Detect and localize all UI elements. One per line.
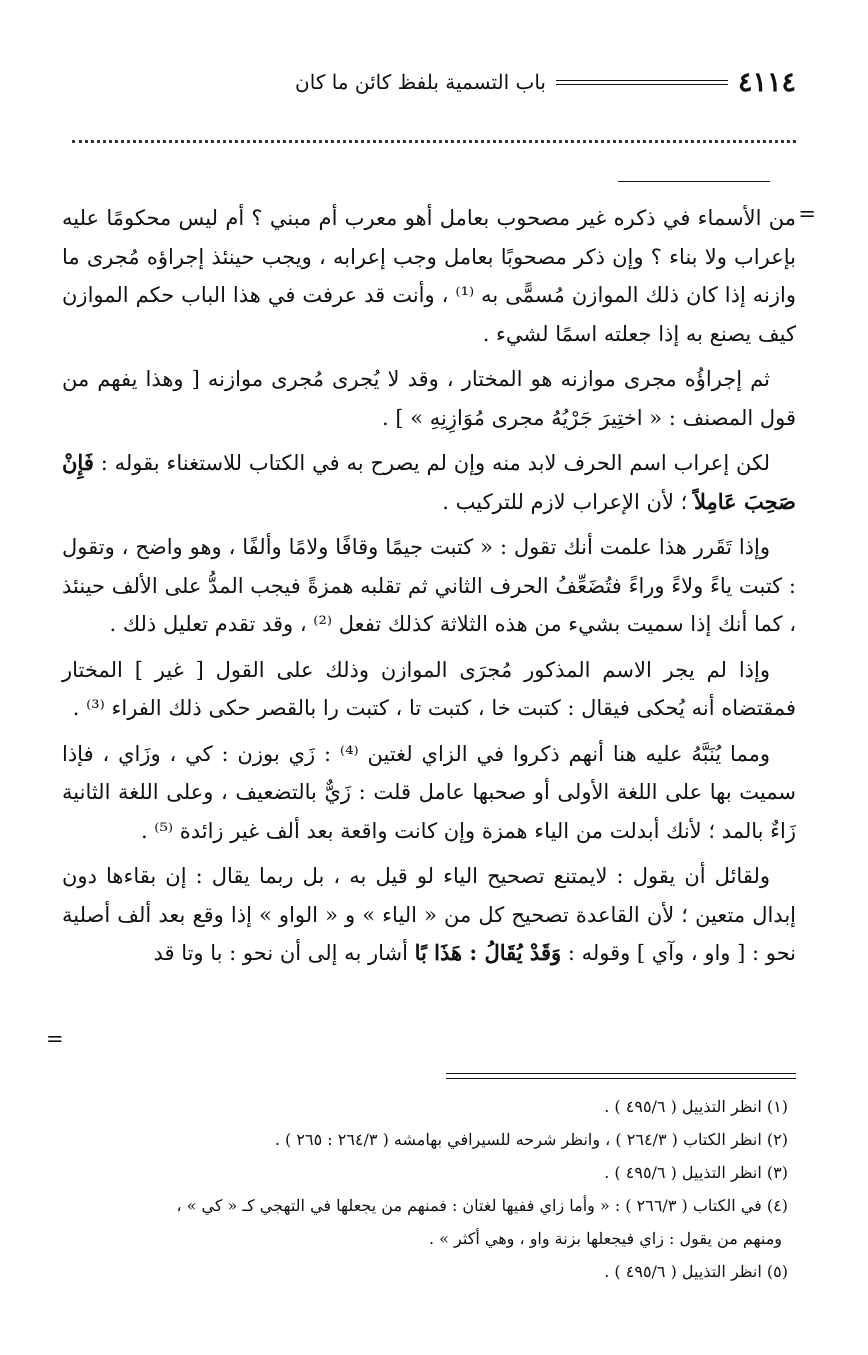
footnote: (٣) انظر التذييل ( ٤٩٥/٦ ) . — [604, 1163, 788, 1182]
header-double-rule — [556, 80, 728, 85]
footnote: (١) انظر التذييل ( ٤٩٥/٦ ) . — [604, 1097, 788, 1116]
footnote-start-rule — [618, 181, 770, 182]
main-text — [62, 199, 796, 980]
quoted-matn: فَإِنْ صَحِبَ عَامِلاً — [62, 450, 796, 514]
quoted-matn: وَقَدْ يُقَالُ : هَذَا بًا — [414, 940, 562, 965]
footnote: (٥) انظر التذييل ( ٤٩٥/٦ ) . — [604, 1262, 788, 1281]
paragraph: ثم إجراؤُه مجرى موازنه هو المختار ، وقد لا يُجرى مُجرى موازنه [ وهذا يفهم من قول المصنف : « اختِيرَ جَرْيُهُ مجرى مُوَازِنِهِ » ] . — [62, 367, 796, 430]
footnote: (٢) انظر الكتاب ( ٢٦٤/٣ ) ، وانظر شرحه للسيرافي بهامشه ( ٢٦٤/٣ : ٢٦٥ ) . — [274, 1130, 788, 1149]
paragraph: لكن إعراب اسم الحرف لابد منه وإن لم يصرح به في الكتاب للاستغناء بقوله : فَإِنْ صَحِبَ عَامِلاً ؛ لأن الإعراب لازم للتركيب . — [62, 450, 796, 514]
continuation-mark-top: = — [798, 202, 816, 226]
paragraph: ولقائل أن يقول : لايمتنع تصحيح الياء لو قيل به ، بل ربما يقال : إن بقاءها دون إبدال متعين ؛ لأن القاعدة تصحيح كل من « الياء » و « الواو » إذا وقع بعد ألف أصلية نحو : [ واو ، وآي ] وقوله : وَقَدْ يُقَالُ : هَذَا بًا أشار به إلى أن نحو : با وتا قد — [62, 864, 796, 965]
footnotes — [70, 1090, 788, 1288]
paragraph: وإذا لم يجر الاسم المذكور مُجرَى الموازن وذلك على القول [ غير ] المختار فمقتضاه أنه يُحكى فيقال : كتبت خا ، كتبت تا ، كتبت را بالقصر حكى ذلك الفراء ⁽³⁾ . — [62, 657, 796, 720]
running-title: باب التسمية بلفظ كائن ما كان — [295, 70, 546, 94]
dotted-separator — [72, 140, 796, 143]
paragraph: ومما يُنَبَّهُ عليه هنا أنهم ذكروا في الزاي لغتين ⁽⁴⁾ : زَي بوزن : كي ، وزَاي ، فإذا سميت بها على اللغة الأولى أو صحبها عامل قلت : زَيٌّ بالتضعيف ، وعلى اللغة الثانية زَاءٌ بالمد ؛ لأنك أبدلت من الياء همزة وإن كانت واقعة بعد ألف غير زائدة ⁽⁵⁾ . — [62, 741, 796, 843]
footnote-continuation: ومنهم من يقول : زاي فيجعلها بزنة واو ، وهي أكثر » . — [429, 1229, 782, 1248]
footnote-double-rule — [446, 1073, 796, 1079]
continuation-mark-bottom: = — [46, 1027, 64, 1051]
page-header — [62, 62, 796, 102]
paragraph: من الأسماء في ذكره غير مصحوب بعامل أهو معرب أم مبني ؟ أم ليس محكومًا عليه بإعراب ولا بناء ؟ وإن ذكر مصحوبًا بعامل وجب إعرابه ، ويجب حينئذ إجراؤه مُجرى ما وازنه إذا كان ذلك الموازن مُسمًّى به ⁽¹⁾ ، وأنت قد عرفت في هذا الباب حكم الموازن كيف يصنع به إذا جعلته اسمًا لشيء . — [62, 206, 796, 346]
footnote: (٤) في الكتاب ( ٢٦٦/٣ ) : « وأما زاي ففيها لغتان : فمنهم من يجعلها في التهجي كـ « كي » ، — [176, 1196, 788, 1215]
page-number: ٤١١٤ — [737, 66, 796, 98]
paragraph: وإذا تَقَرر هذا علمت أنك تقول : « كتبت جيمًا وقافًا ولامًا وألفًا ، وهو واضح ، وتقول : كتبت ياءً ولاءً وراءً فتُضَعِّفُ الحرف الثاني ثم تقلبه همزةً فيجب المدُّ على الألف حينئذ ، كما أنك إذا سميت بشيء من هذه الثلاثة كذلك تفعل ⁽²⁾ ، وقد تقدم تعليل ذلك . — [62, 535, 796, 636]
